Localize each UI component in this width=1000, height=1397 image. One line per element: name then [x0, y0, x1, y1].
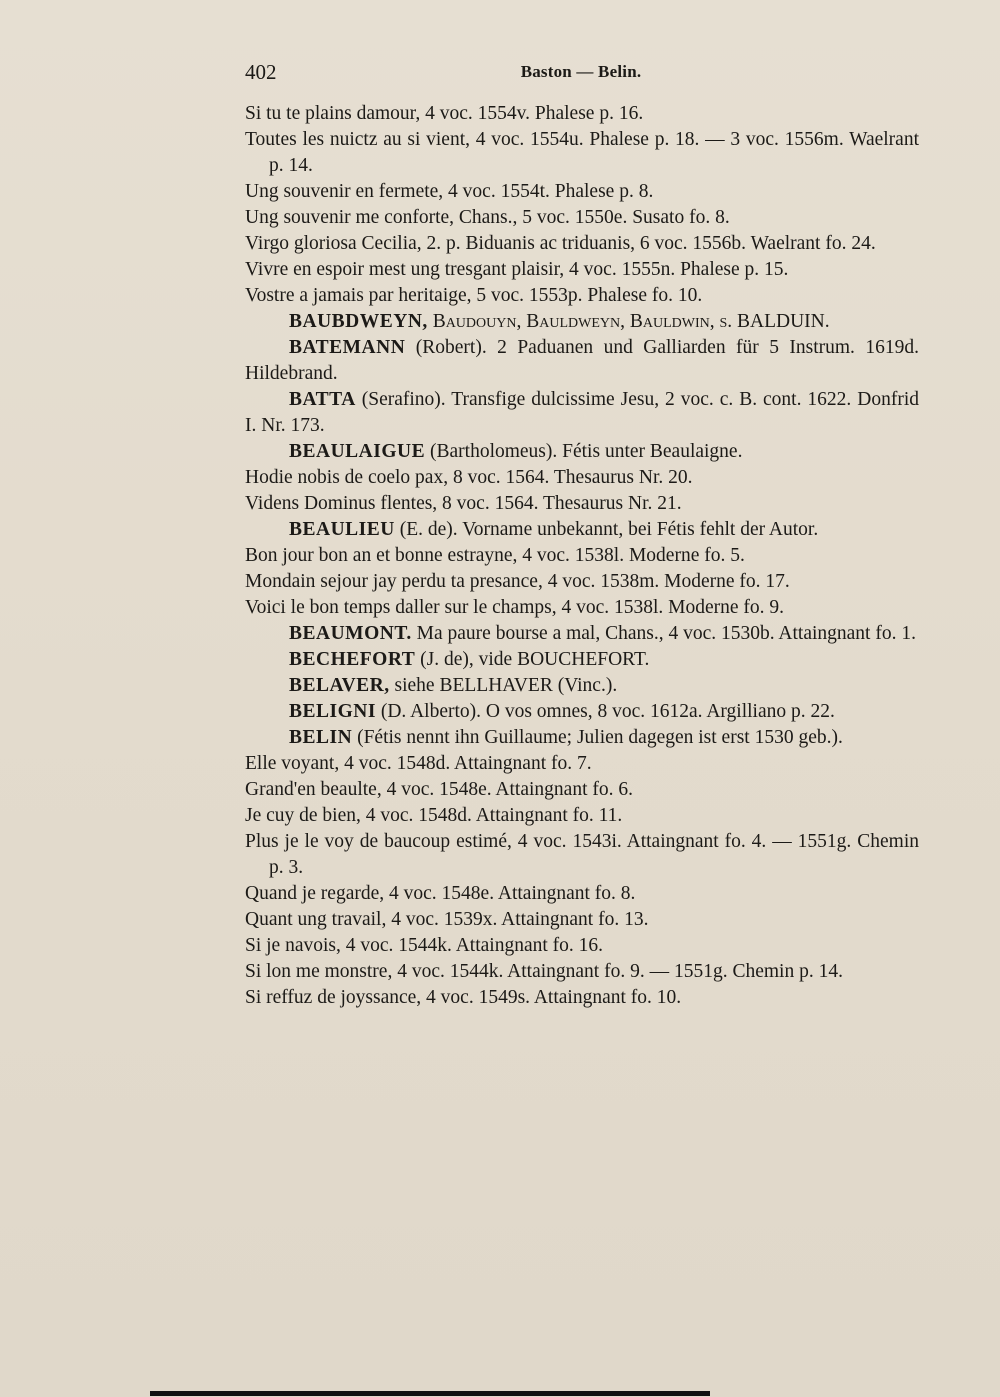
entry: Elle voyant, 4 voc. 1548d. Attaingnant fo. 7.: [245, 753, 592, 774]
composer-note: Ma paure bourse a mal, Chans., 4 voc. 1530b. Attaingnant fo. 1.: [411, 623, 916, 644]
entry: Voici le bon temps daller sur le champs, 4 voc. 1538l. Moderne fo. 9.: [245, 597, 785, 618]
composer-heading: [245, 673, 919, 699]
entry: Grand'en beaulte, 4 voc. 1548e. Attaingnant fo. 6.: [245, 779, 633, 800]
composer-heading: [245, 517, 919, 543]
composer-heading: [245, 647, 919, 673]
entry: Ung souvenir en fermete, 4 voc. 1554t. Phalese p. 8.: [245, 181, 654, 202]
composer-note: (Serafino). Transfige dulcissime Jesu, 2 voc. c. B. cont. 1622. Donfrid I. Nr. 173.: [245, 389, 919, 436]
bottom-edge-shadow: [150, 1391, 710, 1396]
entry: Vivre en espoir mest ung tresgant plaisir, 4 voc. 1555n. Phalese p. 15.: [245, 259, 789, 280]
entry: Quant ung travail, 4 voc. 1539x. Attaingnant fo. 13.: [245, 909, 649, 930]
entry: Si tu te plains damour, 4 voc. 1554v. Phalese p. 16.: [245, 103, 644, 124]
entry: Si reffuz de joyssance, 4 voc. 1549s. Attaingnant fo. 10.: [245, 987, 682, 1008]
entry: Bon jour bon an et bonne estrayne, 4 voc. 1538l. Moderne fo. 5.: [245, 545, 745, 566]
composer-heading: [245, 387, 919, 439]
entry: Je cuy de bien, 4 voc. 1548d. Attaingnant fo. 11.: [245, 805, 623, 826]
entry: Quand je regarde, 4 voc. 1548e. Attaingnant fo. 8.: [245, 883, 636, 904]
entry: Hodie nobis de coelo pax, 8 voc. 1564. Thesaurus Nr. 20.: [245, 467, 693, 488]
catalog-text: [245, 101, 919, 1011]
page-number: 402: [245, 60, 277, 84]
entry: Si je navois, 4 voc. 1544k. Attaingnant fo. 16.: [245, 935, 604, 956]
composer-note: (Robert). 2 Paduanen und Galliarden für 5 Instrum. 1619d. Hildebrand.: [245, 337, 919, 384]
running-head: Baston — Belin.: [520, 62, 642, 81]
composer-name: BELIGNI: [289, 701, 376, 722]
composer-note: Baudouyn, Bauldweyn, Bauldwin, s. BALDUIN.: [427, 311, 830, 332]
composer-name: BECHEFORT: [289, 649, 416, 670]
composer-heading: [245, 725, 919, 751]
composer-note: (Fétis nennt ihn Guillaume; Julien dagegen ist erst 1530 geb.).: [352, 727, 843, 748]
composer-note: (E. de). Vorname unbekannt, bei Fétis fehlt der Autor.: [394, 519, 819, 540]
composer-name: BEAUMONT.: [289, 623, 412, 644]
composer-heading: [245, 699, 919, 725]
entry: Vostre a jamais par heritaige, 5 voc. 1553p. Phalese fo. 10.: [245, 285, 703, 306]
composer-name: BEAULAIGUE: [289, 441, 426, 462]
composer-heading: [245, 621, 919, 647]
composer-note: (J. de), vide BOUCHEFORT.: [415, 649, 650, 670]
entry: Videns Dominus flentes, 8 voc. 1564. Thesaurus Nr. 21.: [245, 493, 682, 514]
composer-name: BEAULIEU: [289, 519, 395, 540]
composer-note: siehe BELLHAVER (Vinc.).: [389, 675, 618, 696]
page-header: [245, 60, 917, 90]
composer-note: (Bartholomeus). Fétis unter Beaulaigne.: [425, 441, 743, 462]
composer-note: (D. Alberto). O vos omnes, 8 voc. 1612a. Argilliano p. 22.: [375, 701, 835, 722]
composer-name: BELAVER,: [289, 675, 390, 696]
composer-heading: [245, 335, 919, 387]
entry: Toutes les nuictz au si vient, 4 voc. 1554u. Phalese p. 18. — 3 voc. 1556m. Waelrant p. 14.: [245, 129, 919, 176]
entry: Virgo gloriosa Cecilia, 2. p. Biduanis ac triduanis, 6 voc. 1556b. Waelrant fo. 24.: [245, 233, 876, 254]
entry: Si lon me monstre, 4 voc. 1544k. Attaingnant fo. 9. — 1551g. Chemin p. 14.: [245, 961, 843, 982]
entry: Ung souvenir me conforte, Chans., 5 voc. 1550e. Susato fo. 8.: [245, 207, 730, 228]
entry: Plus je le voy de baucoup estimé, 4 voc. 1543i. Attaingnant fo. 4. — 1551g. Chemin p. 3.: [245, 831, 919, 878]
composer-name: BATEMANN: [289, 337, 406, 358]
composer-name: BATTA: [289, 389, 356, 410]
entry: Mondain sejour jay perdu ta presance, 4 voc. 1538m. Moderne fo. 17.: [245, 571, 790, 592]
composer-name: BELIN: [289, 727, 353, 748]
composer-heading: [245, 439, 919, 465]
composer-heading: [245, 309, 919, 335]
composer-name: BAUBDWEYN,: [289, 311, 428, 332]
